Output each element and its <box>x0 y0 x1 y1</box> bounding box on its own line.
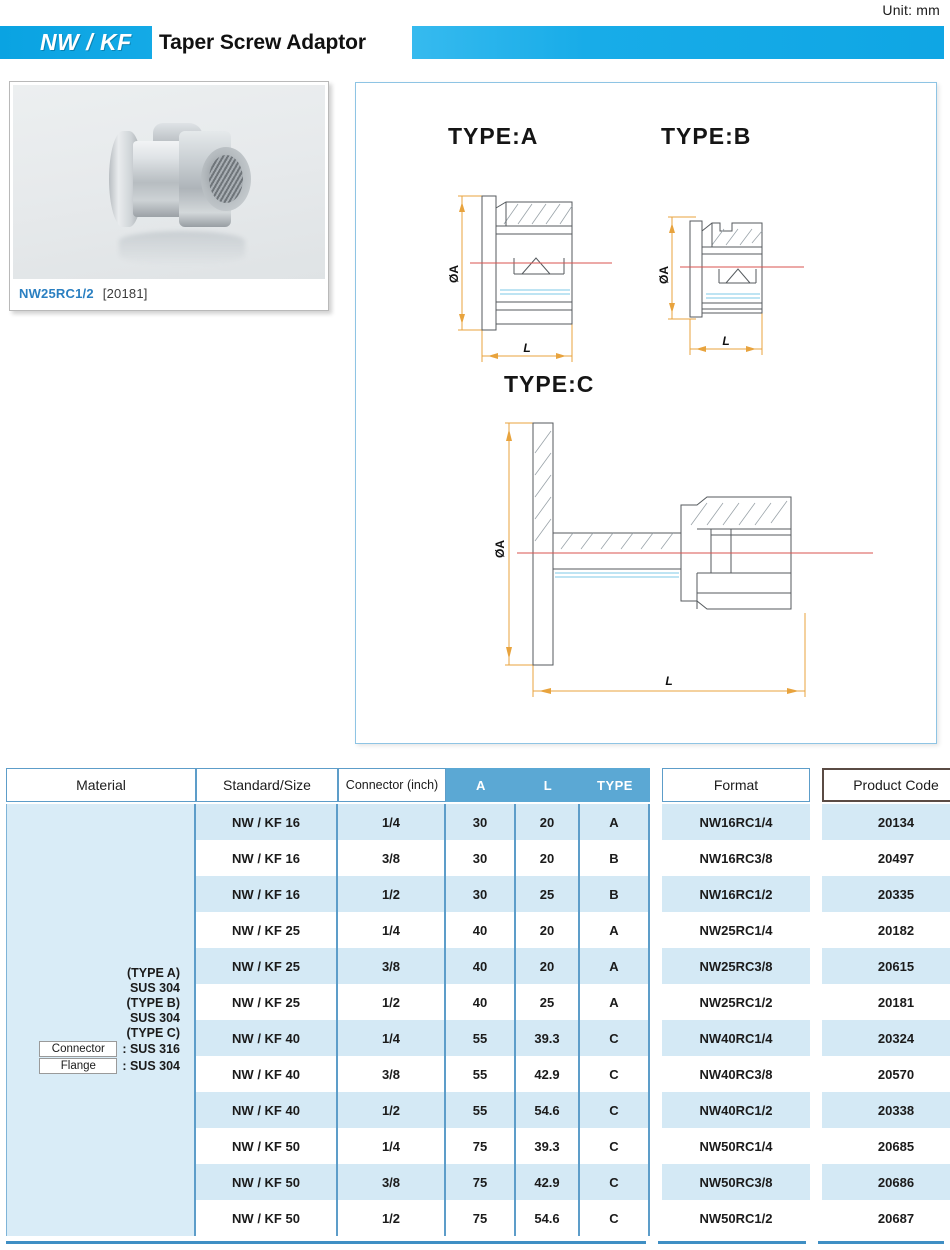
cell-connector: 1/4 <box>338 1128 446 1164</box>
cell-gap-2 <box>810 1164 822 1200</box>
cell-standard-size: NW / KF 50 <box>196 1128 338 1164</box>
material-cell <box>6 804 196 1236</box>
product-photo <box>13 85 325 279</box>
material-connector-value: : SUS 316 <box>122 1042 180 1056</box>
cell-connector: 3/8 <box>338 948 446 984</box>
table-header-row <box>6 766 950 804</box>
cell-connector: 3/8 <box>338 840 446 876</box>
cell-type: A <box>580 948 650 984</box>
technical-drawing-panel <box>355 82 937 744</box>
svg-text:ØA: ØA <box>447 265 461 283</box>
cell-gap-1 <box>650 948 662 984</box>
cell-format: NW40RC3/8 <box>662 1056 810 1092</box>
cell-format: NW16RC1/4 <box>662 804 810 840</box>
cell-type: C <box>580 1128 650 1164</box>
cell-gap-1 <box>650 1128 662 1164</box>
cell-l: 39.3 <box>516 1128 580 1164</box>
cell-gap-1 <box>650 984 662 1020</box>
figure-type-a <box>444 178 614 378</box>
title-bar <box>0 26 944 59</box>
cell-gap-1 <box>650 1056 662 1092</box>
product-title-box <box>152 26 412 59</box>
material-flange-value: : SUS 304 <box>122 1059 180 1073</box>
cell-l: 20 <box>516 804 580 840</box>
cell-format: NW50RC1/2 <box>662 1200 810 1236</box>
cell-connector: 1/2 <box>338 1200 446 1236</box>
cell-connector: 3/8 <box>338 1164 446 1200</box>
cell-connector: 1/2 <box>338 876 446 912</box>
cell-l: 42.9 <box>516 1056 580 1092</box>
cell-format: NW40RC1/2 <box>662 1092 810 1128</box>
cell-product-code: 20181 <box>822 984 950 1020</box>
cell-standard-size: NW / KF 40 <box>196 1092 338 1128</box>
cell-gap-2 <box>810 1128 822 1164</box>
type-c-label: TYPE:C <box>504 371 595 397</box>
table-row <box>6 804 950 840</box>
cell-gap-1 <box>650 876 662 912</box>
cell-l: 25 <box>516 876 580 912</box>
cell-a: 55 <box>446 1020 516 1056</box>
cell-gap-2 <box>810 1020 822 1056</box>
material-type-a-label: (TYPE A) <box>126 966 180 980</box>
cell-product-code: 20134 <box>822 804 950 840</box>
cell-standard-size: NW / KF 16 <box>196 840 338 876</box>
cell-format: NW50RC1/4 <box>662 1128 810 1164</box>
cell-standard-size: NW / KF 16 <box>196 804 338 840</box>
cell-product-code: 20182 <box>822 912 950 948</box>
cell-format: NW25RC1/4 <box>662 912 810 948</box>
unit-note: Unit: mm <box>882 2 940 18</box>
cell-format: NW50RC3/8 <box>662 1164 810 1200</box>
cell-gap-2 <box>810 804 822 840</box>
cell-standard-size: NW / KF 25 <box>196 912 338 948</box>
th-format: Format <box>662 766 810 804</box>
cell-a: 40 <box>446 984 516 1020</box>
cell-standard-size: NW / KF 50 <box>196 1200 338 1236</box>
cell-product-code: 20497 <box>822 840 950 876</box>
cell-format: NW40RC1/4 <box>662 1020 810 1056</box>
cell-gap-1 <box>650 1092 662 1128</box>
th-gap-1 <box>650 766 662 804</box>
cell-standard-size: NW / KF 40 <box>196 1056 338 1092</box>
figure-type-c <box>491 413 881 713</box>
title-bar-accent <box>0 26 40 59</box>
type-a-label: TYPE:A <box>448 123 539 149</box>
cell-type: C <box>580 1056 650 1092</box>
cell-a: 40 <box>446 912 516 948</box>
cell-product-code: 20324 <box>822 1020 950 1056</box>
material-type-a-value: SUS 304 <box>129 981 180 995</box>
photo-caption-number: [20181] <box>102 285 148 301</box>
cell-l: 42.9 <box>516 1164 580 1200</box>
figure-type-b <box>656 201 816 381</box>
cell-connector: 1/4 <box>338 804 446 840</box>
cell-gap-2 <box>810 948 822 984</box>
cell-gap-2 <box>810 984 822 1020</box>
cell-gap-2 <box>810 1092 822 1128</box>
th-l: L <box>516 766 580 804</box>
type-b-label: TYPE:B <box>661 123 752 149</box>
cell-product-code: 20335 <box>822 876 950 912</box>
cell-product-code: 20687 <box>822 1200 950 1236</box>
cell-type: A <box>580 984 650 1020</box>
photo-caption-code: NW25RC1/2 <box>19 285 94 301</box>
material-flange-row <box>39 1058 180 1074</box>
specification-table <box>6 766 950 1236</box>
material-connector-label: Connector <box>39 1041 117 1057</box>
th-material: Material <box>6 766 196 804</box>
cell-product-code: 20338 <box>822 1092 950 1128</box>
cell-l: 20 <box>516 912 580 948</box>
cell-a: 30 <box>446 876 516 912</box>
material-type-b-value: SUS 304 <box>129 1011 180 1025</box>
cell-l: 39.3 <box>516 1020 580 1056</box>
cell-gap-1 <box>650 804 662 840</box>
cell-product-code: 20685 <box>822 1128 950 1164</box>
cell-type: B <box>580 840 650 876</box>
cell-connector: 1/2 <box>338 1092 446 1128</box>
th-a: A <box>446 766 516 804</box>
cell-format: NW16RC3/8 <box>662 840 810 876</box>
svg-text:L: L <box>722 334 730 348</box>
th-gap-2 <box>810 766 822 804</box>
cell-l: 20 <box>516 948 580 984</box>
cell-a: 55 <box>446 1092 516 1128</box>
th-product-code: Product Code <box>822 766 950 804</box>
cell-type: C <box>580 1020 650 1056</box>
cell-type: A <box>580 912 650 948</box>
cell-gap-1 <box>650 1020 662 1056</box>
svg-text:ØA: ØA <box>657 266 671 284</box>
cell-product-code: 20570 <box>822 1056 950 1092</box>
table-body <box>6 804 950 1236</box>
product-illustration <box>109 123 259 235</box>
cell-gap-1 <box>650 840 662 876</box>
material-type-b-label: (TYPE B) <box>126 996 180 1010</box>
cell-gap-1 <box>650 1200 662 1236</box>
th-type: TYPE <box>580 766 650 804</box>
cell-connector: 1/2 <box>338 984 446 1020</box>
cell-gap-2 <box>810 912 822 948</box>
material-type-c-label: (TYPE C) <box>126 1026 180 1040</box>
cell-standard-size: NW / KF 50 <box>196 1164 338 1200</box>
page-title: Taper Screw Adaptor <box>159 30 366 54</box>
cell-connector: 3/8 <box>338 1056 446 1092</box>
cell-type: C <box>580 1092 650 1128</box>
cell-l: 54.6 <box>516 1092 580 1128</box>
th-connector: Connector (inch) <box>338 766 446 804</box>
cell-a: 30 <box>446 804 516 840</box>
cell-standard-size: NW / KF 25 <box>196 948 338 984</box>
svg-text:L: L <box>523 341 531 355</box>
cell-type: A <box>580 804 650 840</box>
cell-a: 40 <box>446 948 516 984</box>
cell-format: NW16RC1/2 <box>662 876 810 912</box>
cell-gap-2 <box>810 1056 822 1092</box>
material-flange-label: Flange <box>39 1058 117 1074</box>
cell-product-code: 20686 <box>822 1164 950 1200</box>
cell-gap-2 <box>810 840 822 876</box>
cell-connector: 1/4 <box>338 1020 446 1056</box>
cell-gap-1 <box>650 1164 662 1200</box>
th-standard-size: Standard/Size <box>196 766 338 804</box>
cell-l: 54.6 <box>516 1200 580 1236</box>
cell-type: B <box>580 876 650 912</box>
cell-a: 30 <box>446 840 516 876</box>
cell-a: 75 <box>446 1200 516 1236</box>
cell-a: 75 <box>446 1128 516 1164</box>
product-photo-caption <box>15 280 148 306</box>
cell-gap-1 <box>650 912 662 948</box>
product-photo-card <box>9 81 329 311</box>
svg-text:ØA: ØA <box>493 540 507 558</box>
cell-standard-size: NW / KF 16 <box>196 876 338 912</box>
cell-format: NW25RC1/2 <box>662 984 810 1020</box>
cell-standard-size: NW / KF 40 <box>196 1020 338 1056</box>
cell-standard-size: NW / KF 25 <box>196 984 338 1020</box>
cell-type: C <box>580 1164 650 1200</box>
material-connector-row <box>39 1041 180 1057</box>
cell-connector: 1/4 <box>338 912 446 948</box>
cell-gap-2 <box>810 1200 822 1236</box>
cell-a: 55 <box>446 1056 516 1092</box>
cell-product-code: 20615 <box>822 948 950 984</box>
cell-gap-2 <box>810 876 822 912</box>
cell-type: C <box>580 1200 650 1236</box>
svg-text:L: L <box>665 674 673 688</box>
cell-format: NW25RC3/8 <box>662 948 810 984</box>
brand-label: NW / KF <box>40 29 132 55</box>
specification-table-wrap <box>6 766 944 1236</box>
table-bottom-rule <box>6 1241 944 1244</box>
cell-l: 20 <box>516 840 580 876</box>
cell-l: 25 <box>516 984 580 1020</box>
cell-a: 75 <box>446 1164 516 1200</box>
